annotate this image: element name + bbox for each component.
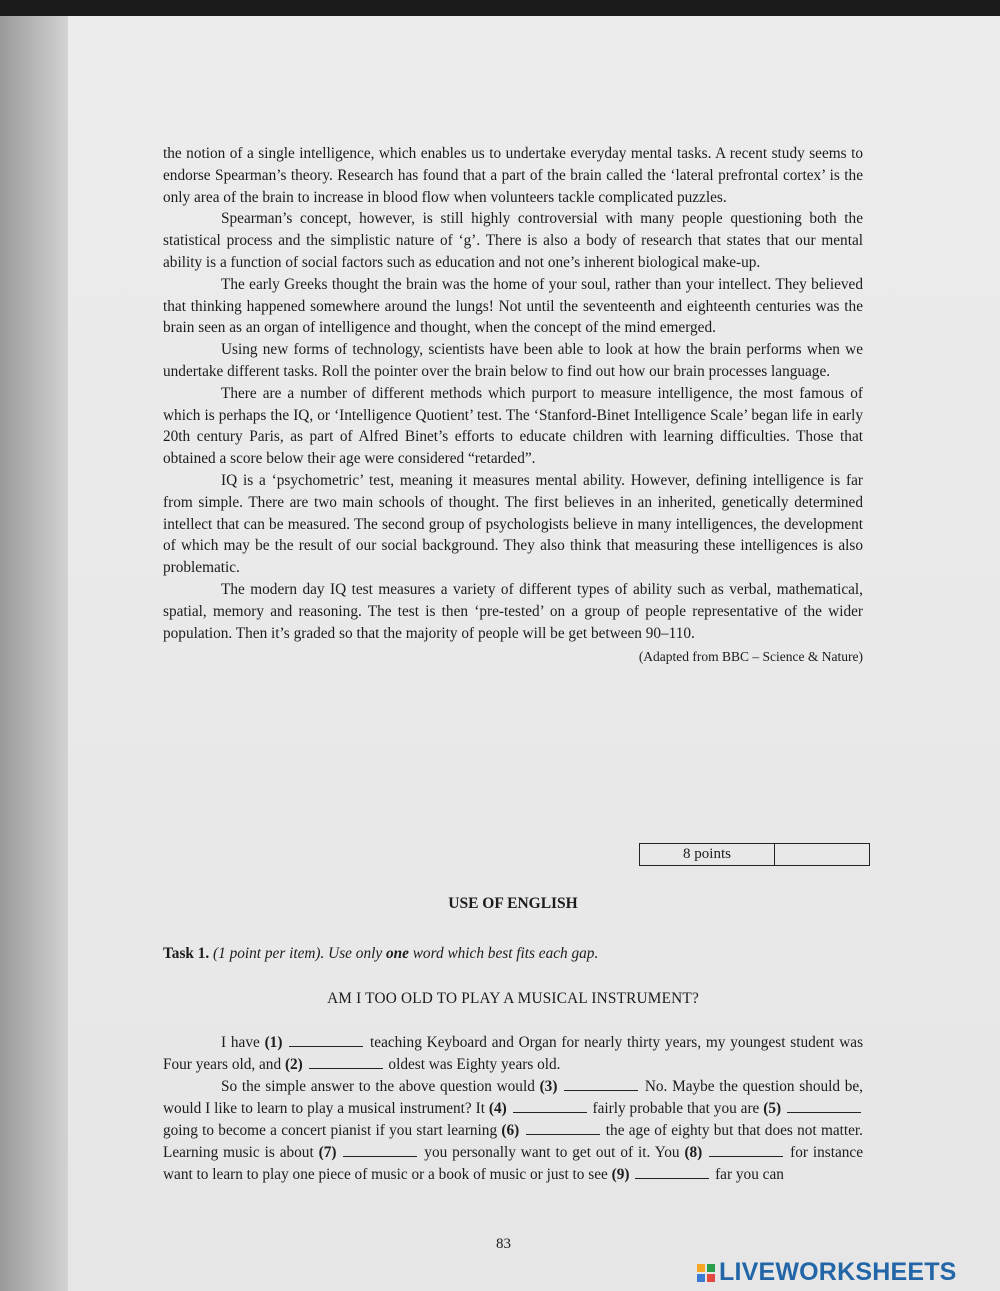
gap-number: (5) <box>763 1100 782 1117</box>
logo-square-icon <box>697 1264 705 1272</box>
gap-1-input[interactable] <box>289 1032 363 1047</box>
page-number: 83 <box>496 1236 511 1252</box>
points-box <box>639 843 870 866</box>
reading-text <box>163 143 863 668</box>
gap-number: (7) <box>318 1144 337 1161</box>
gap-2-input[interactable] <box>309 1054 383 1069</box>
logo-square-icon <box>697 1274 705 1282</box>
gap-number: (8) <box>684 1144 703 1161</box>
source-citation: (Adapted from BBC – Science & Nature) <box>638 649 863 665</box>
paragraph: Using new forms of technology, scientists have been able to look at how the brain performs when we undertake different tasks. Roll the pointer over the brain below to find out how our brain processes language. <box>163 341 863 380</box>
scanner-edge <box>0 0 1000 16</box>
paragraph: Spearman’s concept, however, is still highly controversial with many people questioning both the statistical process and the simplistic nature of ‘g’. There is also a body of research that states that our mental ability is a function of social factors such as education and not one’s inherent biological make-up. <box>163 210 863 271</box>
section-heading: USE OF ENGLISH <box>448 895 578 912</box>
paragraph: The early Greeks thought the brain was the home of your soul, rather than your intellect. They believed that thinking happened somewhere around the lungs! Not until the seventeenth and eighteenth centuries was the brain seen as an organ of intelligence and thought, when the concept of the mind emerged. <box>163 275 863 337</box>
exercise-title: AM I TOO OLD TO PLAY A MUSICAL INSTRUMENT? <box>327 990 699 1007</box>
paragraph: IQ is a ‘psychometric’ test, meaning it measures mental ability. However, defining intelligence is far from simple. There are two main schools of thought. The first believes in an inherited, genetically determined intellect that can be measured. The second group of psychologists believe in many intelligences, the development of which may be the result of our social background. They also think that measuring these intelligences is also problematic. <box>163 471 863 577</box>
liveworksheets-logo-icon <box>697 1264 715 1282</box>
gap-9-input[interactable] <box>635 1164 709 1179</box>
paragraph: There are a number of different methods which purport to measure intelligence, the most famous of which is perhaps the IQ, or ‘Intelligence Quotient’ test. The ‘Stanford-Binet Intelligence Scale’ began life in early 20th century Paris, as part of Alfred Binet’s efforts to educate children with learning difficulties. Those that obtained a score below their age were considered “retarded”. <box>163 384 863 468</box>
gap-number: (4) <box>488 1100 507 1117</box>
paragraph: the notion of a single intelligence, which enables us to undertake everyday mental tasks. A recent study seems to endorse Spearman’s theory. Research has found that a part of the brain called the ‘lateral prefrontal cortex’ is the only area of the brain to increase in blood flow when volunteers tackle complicated puzzles. <box>163 145 863 206</box>
liveworksheets-logo[interactable] <box>697 1258 957 1287</box>
gap-number: (9) <box>611 1166 630 1183</box>
points-score-cell <box>775 844 869 865</box>
liveworksheets-logo-text: LIVEWORKSHEETS <box>719 1258 957 1286</box>
gap-5-input[interactable] <box>787 1098 861 1113</box>
gap-7-input[interactable] <box>343 1142 417 1157</box>
points-label: 8 points <box>640 844 775 865</box>
gap-number: (1) <box>264 1034 283 1051</box>
task-instruction-b: word which best fits each gap. <box>408 945 599 962</box>
gap-number: (3) <box>539 1078 558 1095</box>
task-label: Task 1. <box>163 945 210 962</box>
paragraph: The modern day IQ test measures a variety of different types of ability such as verbal, mathematical, spatial, memory and reasoning. The test is then ‘pre-tested’ on a group of people representative of the wider population. Then it’s graded so that the majority of people will be get between 90–110. <box>163 580 863 642</box>
gap-3-input[interactable] <box>564 1076 638 1091</box>
gap-8-input[interactable] <box>709 1142 783 1157</box>
task-instruction-a: (1 point per item). Use only <box>213 945 386 962</box>
gap-4-input[interactable] <box>513 1098 587 1113</box>
logo-square-icon <box>707 1274 715 1282</box>
gapped-text: I have (1) teaching Keyboard and Organ for nearly thirty years, my youngest student was Four years old, and (2) oldest was Eighty years old. So the simple answer to the above question would (3) No. Maybe the question should be, would I like to learn to play a musical instrument? It (4) fairly probable that you are (5) going to become a concert pianist if you start learning (6) the age of eighty but that does not matter. Learning music is about (7) you personally want to get out of it. You (8) for instance want to learn to play one piece of music or a book of music or just to see (9) far you can <box>163 1034 864 1183</box>
gap-number: (2) <box>284 1056 303 1073</box>
gap-number: (6) <box>501 1122 520 1139</box>
task-instruction-bold: one <box>385 945 409 962</box>
gap-6-input[interactable] <box>526 1120 600 1135</box>
logo-square-icon <box>707 1264 715 1272</box>
task-instruction <box>163 945 863 963</box>
page-binding-shadow <box>0 16 70 1291</box>
